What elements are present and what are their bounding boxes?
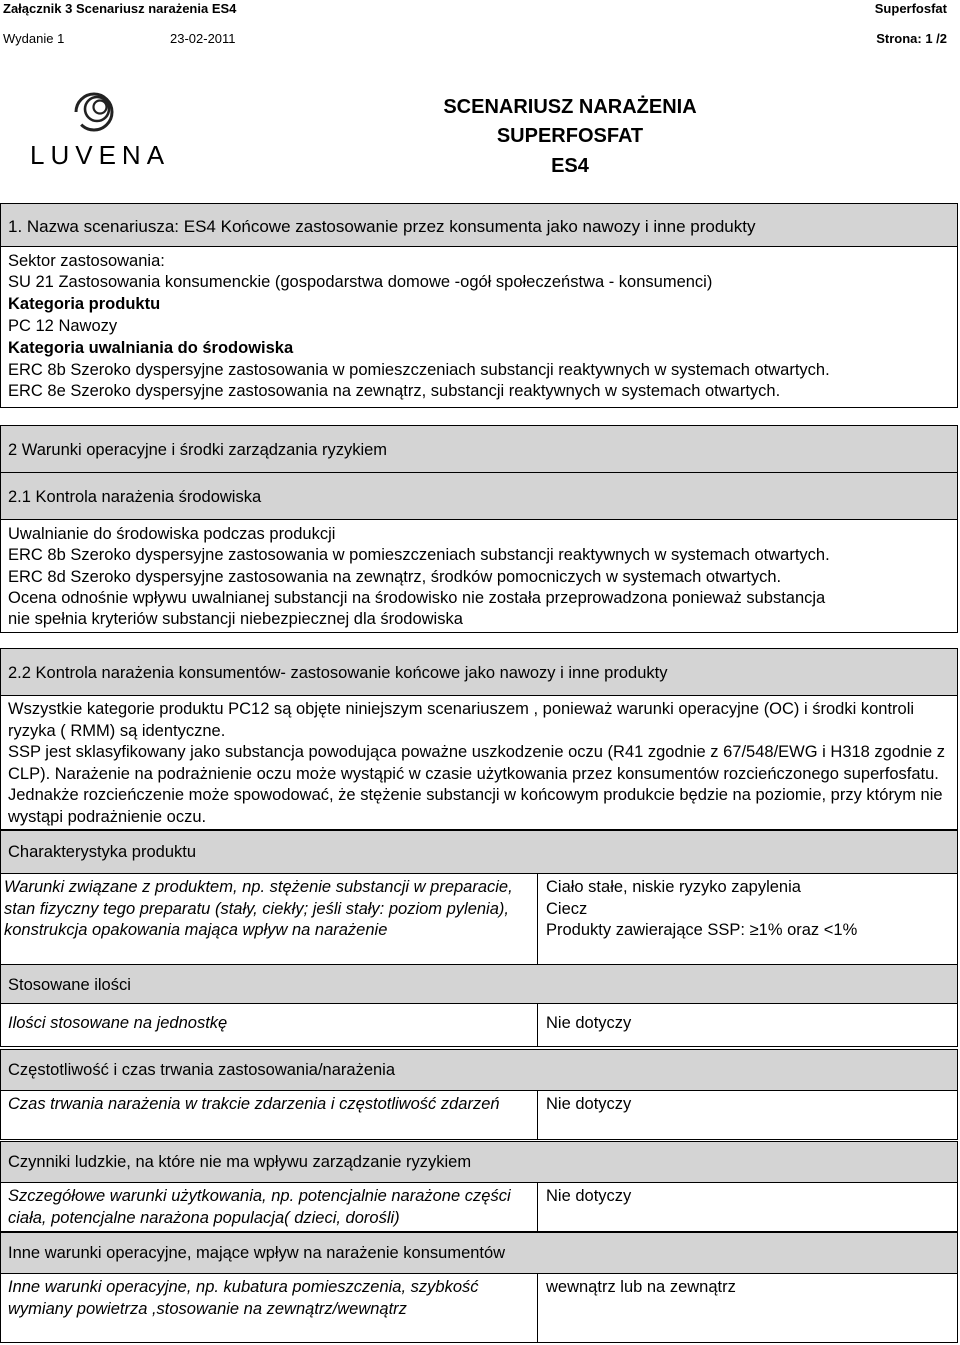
section22-heading: 2.2 Kontrola narażenia konsumentów- zastosowanie końcowe jako nawozy i inne produkty <box>8 664 668 682</box>
doc-title-line3: ES4 <box>551 155 589 177</box>
char-right-1: Ciało stałe, niskie ryzyko zapylenia <box>546 878 801 896</box>
amounts-heading: Stosowane ilości <box>8 976 131 994</box>
amounts-left-text: Ilości stosowane na jednostkę <box>8 1014 228 1032</box>
page-number: Strona: 1 /2 <box>876 31 947 46</box>
attachment-label: Załącznik 3 Scenariusz narażenia ES4 <box>3 1 237 16</box>
release-category-1: ERC 8b Szeroko dyspersyjne zastosowania w pomieszczeniach substancji reaktywnych w systemach otwartych. <box>8 361 830 379</box>
consumer-para-1: Wszystkie kategorie produktu PC12 są objęte niniejszym scenariuszem , ponieważ warunki operacyjne (OC) i środki kontroli ryzyka ( RMM) są identyczne. <box>8 700 915 740</box>
logo-text: LUVENA <box>30 140 171 170</box>
frequency-left-text: Czas trwania narażenia w trakcie zdarzenia i częstotliwość zdarzeń <box>8 1095 500 1113</box>
frequency-right-text: Nie dotyczy <box>546 1095 632 1113</box>
char-right-2: Ciecz <box>546 900 588 918</box>
frequency-divider <box>537 1090 538 1140</box>
section1-header <box>0 203 958 247</box>
other-row <box>0 1273 958 1343</box>
header-product: Superfosfat <box>874 1 947 16</box>
env-assessment-line1: Ocena odnośnie wpływu uwalnianej substancji na środowisko nie została przeprowadzona ponieważ substancja <box>8 589 826 607</box>
sector-label: Sektor zastosowania: <box>8 252 165 270</box>
other-divider <box>537 1273 538 1343</box>
section21-heading: 2.1 Kontrola narażenia środowiska <box>8 488 262 506</box>
release-category-2: ERC 8e Szeroko dyspersyjne zastosowania na zewnątrz, substancji reaktywnych w systemach otwartych. <box>8 382 781 400</box>
human-divider <box>537 1182 538 1232</box>
env-release-label: Uwalnianie do środowiska podczas produkcji <box>8 525 336 543</box>
amounts-header <box>0 964 958 1004</box>
amounts-row <box>0 1003 958 1047</box>
section21-body <box>0 519 958 633</box>
char-left-text: Warunki związane z produktem, np. stężenie substancji w preparacie, stan fizyczny tego preparatu (stały, ciekły; jeśli stały: poziom pylenia), konstrukcja opakowania mająca wpływ na narażenie <box>4 878 513 940</box>
product-category-label: Kategoria produktu <box>8 295 161 313</box>
char-row <box>0 873 958 965</box>
char-header <box>0 830 958 874</box>
release-category-label: Kategoria uwalniania do środowiska <box>8 339 294 357</box>
frequency-header <box>0 1049 958 1091</box>
frequency-row <box>0 1090 958 1140</box>
section21-header <box>0 472 958 520</box>
frequency-heading: Częstotliwość i czas trwania zastosowania/narażenia <box>8 1061 396 1079</box>
section2-heading: 2 Warunki operacyjne i środki zarządzania ryzykiem <box>8 441 388 459</box>
edition-label: Wydanie 1 <box>3 31 65 46</box>
env-assessment-line2: nie spełnia kryteriów substancji niebezpiecznej dla środowiska <box>8 610 463 628</box>
doc-title-line2: SUPERFOSFAT <box>496 125 644 147</box>
human-row <box>0 1182 958 1232</box>
section1-heading: 1. Nazwa scenariusza: ES4 Końcowe zastosowanie przez konsumenta jako nawozy i inne produkty <box>8 217 756 236</box>
section22-body <box>0 695 958 830</box>
human-heading: Czynniki ludzkie, na które nie ma wpływu zarządzanie ryzykiem <box>8 1153 472 1171</box>
doc-title-line1: SCENARIUSZ NARAŻENIA <box>443 96 697 118</box>
sector-value: SU 21 Zastosowania konsumenckie (gospodarstwa domowe -ogół społeczeństwa - konsumenci) <box>8 273 713 291</box>
other-header <box>0 1232 958 1274</box>
section22-header <box>0 648 958 696</box>
consumer-para-2: SSP jest sklasyfikowany jako substancja powodująca poważne uszkodzenie oczu (R41 zgodnie z 67/548/EWG i H318 zgodnie z CLP). Narażenie na podrażnienie oczu może wystąpić w czasie użytkowania przez konsumentów rozcieńczonego superfosfatu. Jednakże rozcieńczenie może spowodować, że stężenie substancji w końcowym produkcie będzie na poziomie, przy którym nie wystąpi podrażnienie oczu. <box>8 743 946 827</box>
char-right-3: Produkty zawierające SSP: ≥1% oraz <1% <box>546 921 858 939</box>
env-erc-8d: ERC 8d Szeroko dyspersyjne zastosowania na zewnątrz, środków pomocniczych w systemach otwartych. <box>8 568 782 586</box>
issue-date: 23-02-2011 <box>170 31 236 46</box>
other-heading: Inne warunki operacyjne, mające wpływ na narażenie konsumentów <box>8 1244 506 1262</box>
section1-body <box>0 246 958 408</box>
human-header <box>0 1141 958 1183</box>
other-right-text: wewnątrz lub na zewnątrz <box>546 1278 736 1296</box>
human-left-text: Szczegółowe warunki użytkowania, np. potencjalnie narażone części ciała, potencjalne narażona populacja( dzieci, dorośli) <box>8 1187 511 1227</box>
char-heading: Charakterystyka produktu <box>8 843 197 861</box>
amounts-divider <box>537 1003 538 1047</box>
human-right-text: Nie dotyczy <box>546 1187 632 1205</box>
env-erc-8b: ERC 8b Szeroko dyspersyjne zastosowania w pomieszczeniach substancji reaktywnych w systemach otwartych. <box>8 546 830 564</box>
product-category-value: PC 12 Nawozy <box>8 317 118 335</box>
section2-header <box>0 425 958 473</box>
other-left-text: Inne warunki operacyjne, np. kubatura pomieszczenia, szybkość wymiany powietrza ,stosowanie na zewnątrz/wewnątrz <box>8 1278 479 1318</box>
amounts-right-text: Nie dotyczy <box>546 1014 632 1032</box>
char-divider <box>537 873 538 965</box>
